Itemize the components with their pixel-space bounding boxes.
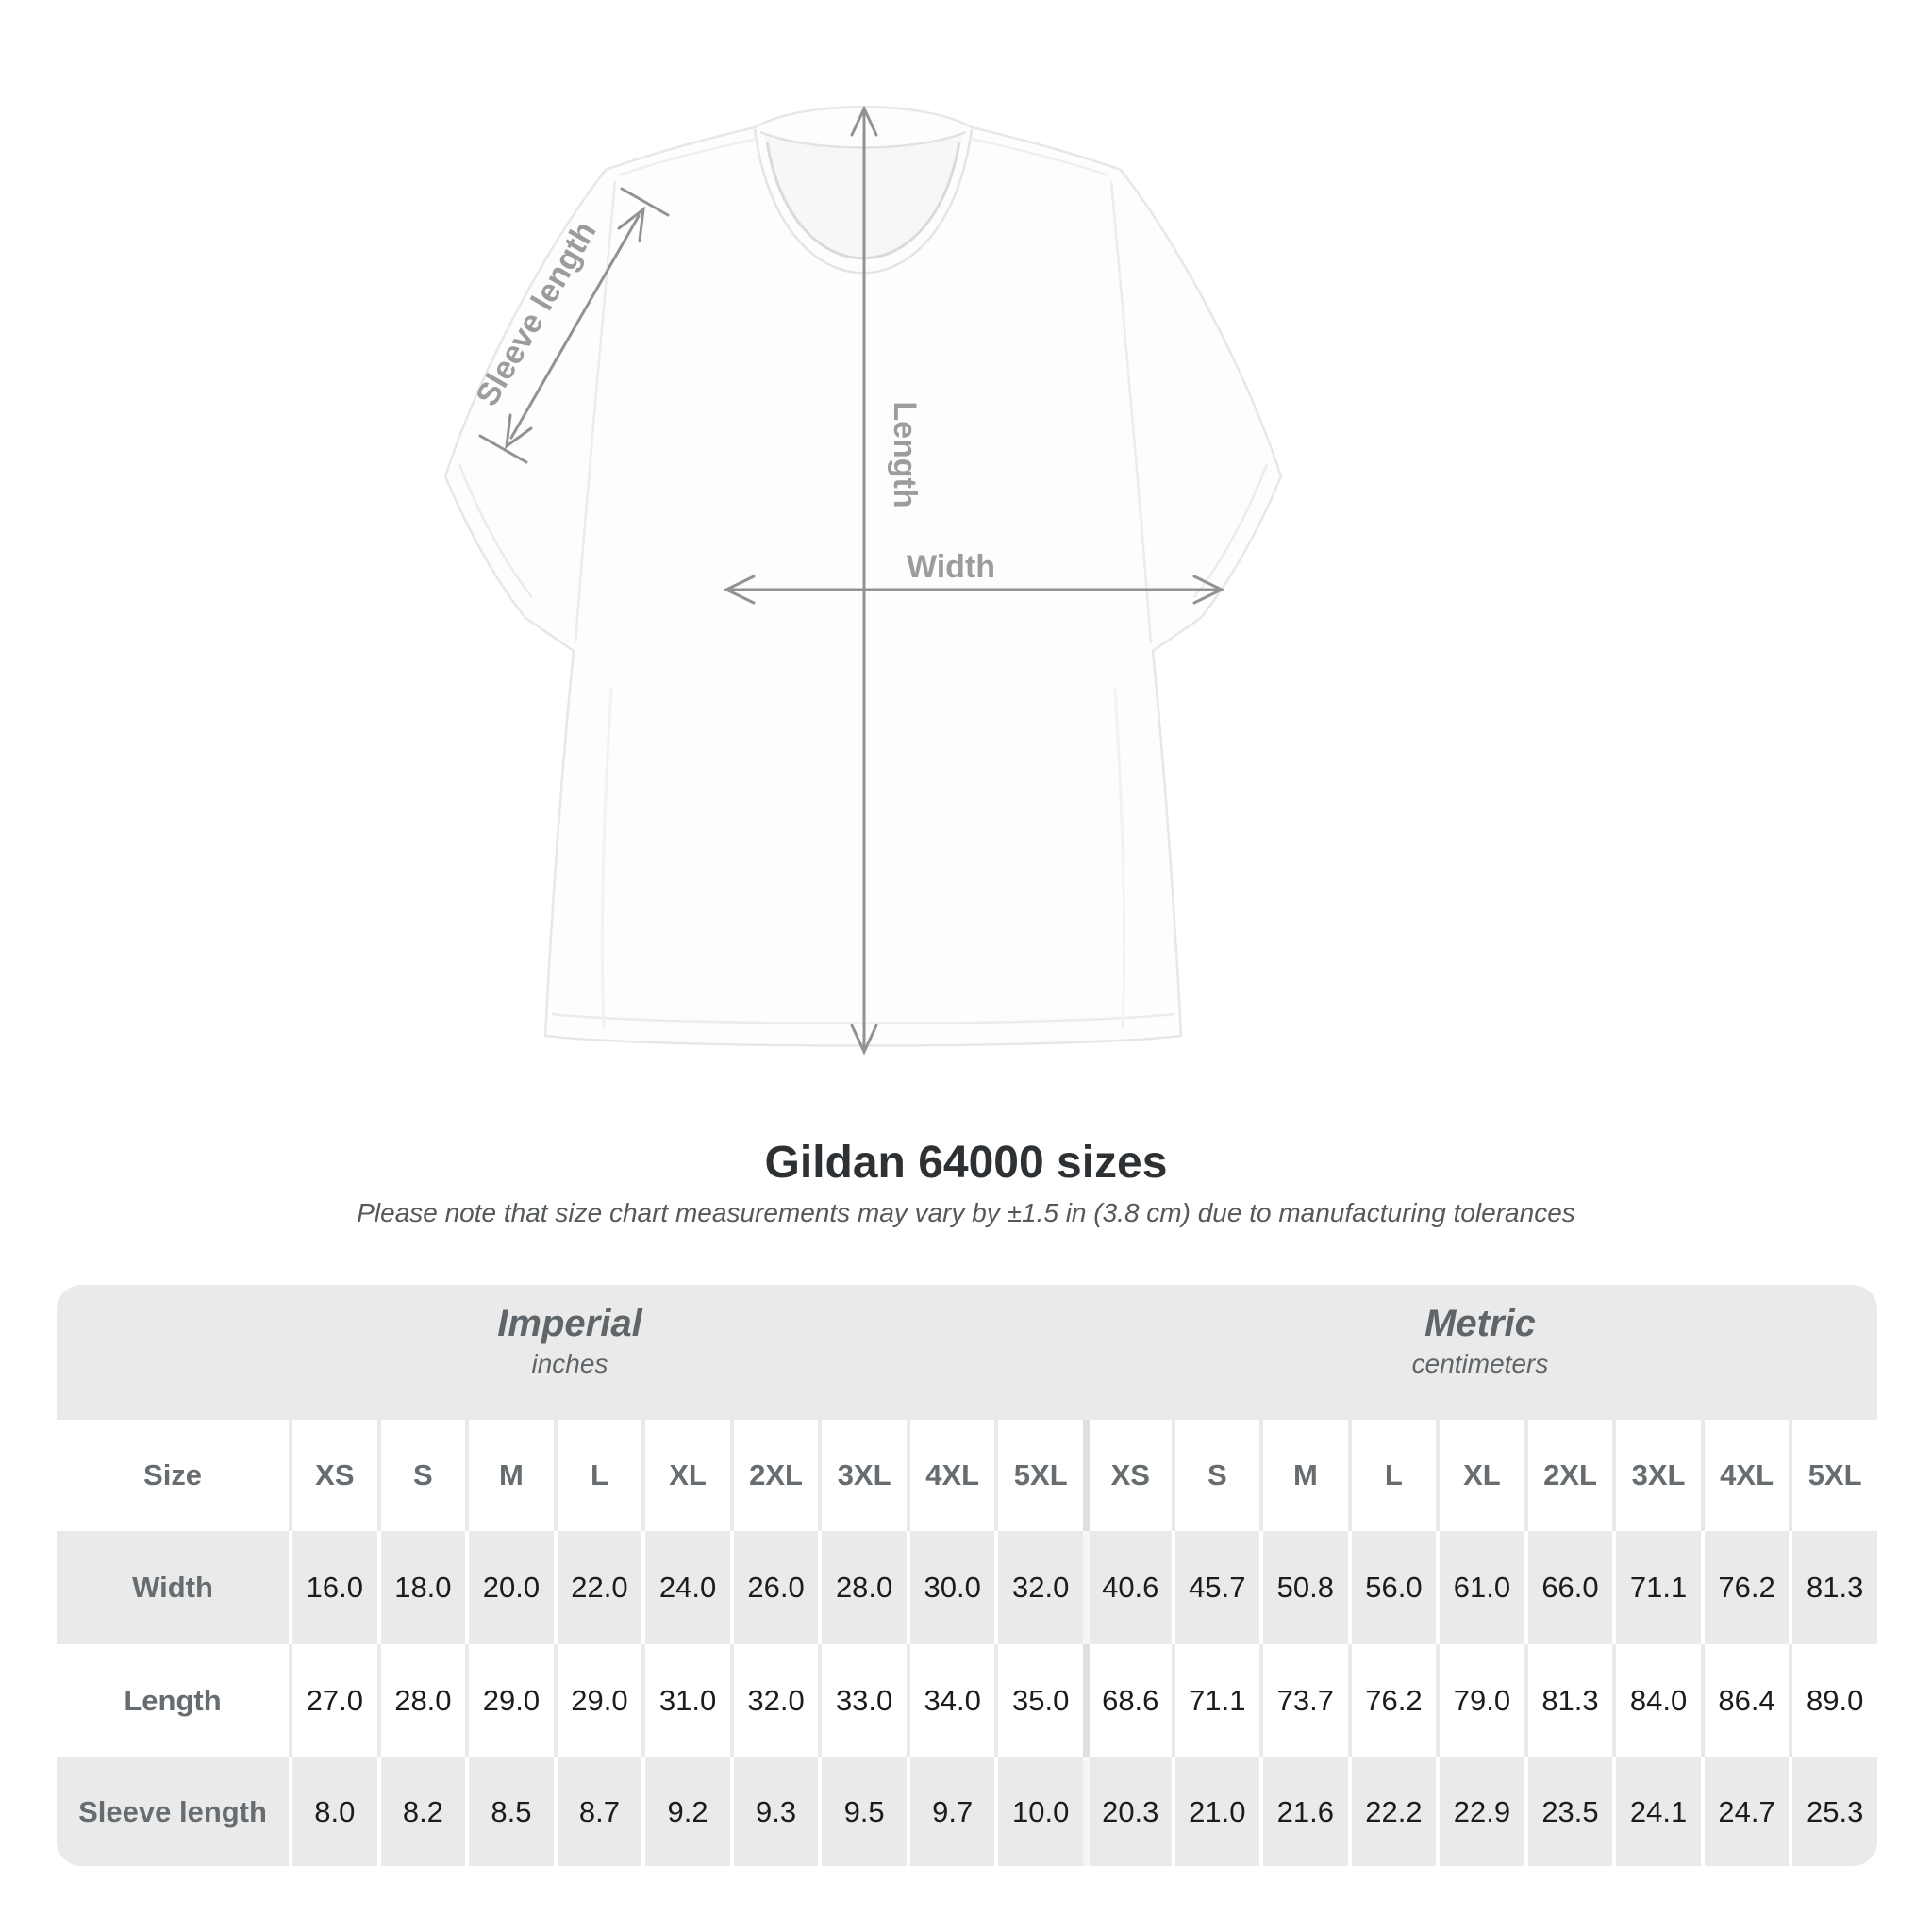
length-row — [57, 1644, 1877, 1757]
table-cell: 9.7 — [907, 1757, 995, 1866]
size-table-grid — [57, 1285, 1877, 1866]
table-cell: 20.0 — [465, 1531, 554, 1644]
table-cell: 50.8 — [1259, 1531, 1348, 1644]
title-block — [0, 1137, 1932, 1229]
table-cell: 84.0 — [1612, 1644, 1701, 1757]
width-label: Width — [906, 549, 996, 585]
column-header: 5XL — [994, 1420, 1083, 1531]
row-label: Sleeve length — [78, 1794, 267, 1828]
table-cell: 22.0 — [554, 1531, 642, 1644]
table-cell: 66.0 — [1524, 1531, 1613, 1644]
length-label: Length — [887, 401, 923, 508]
page-subtitle: Please note that size chart measurements may vary by ±1.5 in (3.8 cm) due to manufacturing tolerances — [357, 1198, 1575, 1227]
column-header: S — [377, 1420, 466, 1531]
metric-label: Metric — [1424, 1303, 1536, 1344]
table-cell: 56.0 — [1348, 1531, 1437, 1644]
table-cell: 21.0 — [1172, 1757, 1260, 1866]
table-cell: 26.0 — [730, 1531, 819, 1644]
table-cell: 76.2 — [1701, 1531, 1790, 1644]
row-label: Length — [124, 1684, 222, 1717]
table-cell: 8.5 — [465, 1757, 554, 1866]
imperial-sublabel: inches — [531, 1349, 608, 1378]
table-cell: 30.0 — [907, 1531, 995, 1644]
table-cell: 86.4 — [1701, 1644, 1790, 1757]
size-header-label: Size — [143, 1458, 203, 1491]
table-cell: 81.3 — [1524, 1644, 1613, 1757]
sleeve-length-row — [57, 1757, 1877, 1866]
table-cell: 33.0 — [818, 1644, 907, 1757]
table-cell: 28.0 — [377, 1644, 466, 1757]
column-header: 2XL — [1524, 1420, 1613, 1531]
column-header: 4XL — [1701, 1420, 1790, 1531]
column-header: 3XL — [818, 1420, 907, 1531]
row-label: Width — [132, 1571, 213, 1604]
table-cell: 89.0 — [1789, 1644, 1877, 1757]
imperial-label: Imperial — [497, 1303, 642, 1344]
table-cell: 79.0 — [1436, 1644, 1524, 1757]
table-cell: 8.0 — [289, 1757, 377, 1866]
table-cell: 16.0 — [289, 1531, 377, 1644]
table-cell: 9.5 — [818, 1757, 907, 1866]
table-cell: 76.2 — [1348, 1644, 1437, 1757]
column-header: XL — [641, 1420, 730, 1531]
table-cell: 71.1 — [1612, 1531, 1701, 1644]
page-title: Gildan 64000 sizes — [764, 1138, 1168, 1188]
table-cell: 27.0 — [289, 1644, 377, 1757]
table-cell: 61.0 — [1436, 1531, 1524, 1644]
column-header: XS — [1083, 1420, 1172, 1531]
table-cell: 73.7 — [1259, 1644, 1348, 1757]
table-cell: 31.0 — [641, 1644, 730, 1757]
table-cell: 23.5 — [1524, 1757, 1613, 1866]
metric-sublabel: centimeters — [1411, 1349, 1549, 1378]
table-cell: 21.6 — [1259, 1757, 1348, 1866]
column-header: 4XL — [907, 1420, 995, 1531]
table-cell: 8.7 — [554, 1757, 642, 1866]
column-header: M — [465, 1420, 554, 1531]
size-table — [57, 1285, 1877, 1866]
table-cell: 34.0 — [907, 1644, 995, 1757]
table-cell: 10.0 — [994, 1757, 1083, 1866]
table-cell: 24.7 — [1701, 1757, 1790, 1866]
table-cell: 18.0 — [377, 1531, 466, 1644]
column-header: XL — [1436, 1420, 1524, 1531]
width-row — [57, 1531, 1877, 1644]
table-cell: 81.3 — [1789, 1531, 1877, 1644]
table-cell: 32.0 — [730, 1644, 819, 1757]
unit-group-imperial — [57, 1285, 1083, 1420]
unit-group-metric — [1083, 1285, 1877, 1420]
column-header: 5XL — [1789, 1420, 1877, 1531]
table-cell: 22.2 — [1348, 1757, 1437, 1866]
table-cell: 40.6 — [1083, 1531, 1172, 1644]
table-cell: 35.0 — [994, 1644, 1083, 1757]
column-header: L — [554, 1420, 642, 1531]
column-header: M — [1259, 1420, 1348, 1531]
column-header: 3XL — [1612, 1420, 1701, 1531]
table-cell: 25.3 — [1789, 1757, 1877, 1866]
table-cell: 22.9 — [1436, 1757, 1524, 1866]
unit-band-row — [57, 1285, 1877, 1420]
column-header: XS — [289, 1420, 377, 1531]
table-cell: 68.6 — [1083, 1644, 1172, 1757]
table-cell: 32.0 — [994, 1531, 1083, 1644]
column-header: 2XL — [730, 1420, 819, 1531]
column-header: L — [1348, 1420, 1437, 1531]
table-cell: 24.1 — [1612, 1757, 1701, 1866]
table-cell: 9.3 — [730, 1757, 819, 1866]
table-cell: 8.2 — [377, 1757, 466, 1866]
table-cell: 20.3 — [1083, 1757, 1172, 1866]
table-cell: 29.0 — [554, 1644, 642, 1757]
table-cell: 9.2 — [641, 1757, 730, 1866]
table-cell: 29.0 — [465, 1644, 554, 1757]
sleeve-length-label: Sleeve length — [469, 215, 604, 412]
table-cell: 45.7 — [1172, 1531, 1260, 1644]
size-header-row — [57, 1420, 1877, 1531]
table-cell: 28.0 — [818, 1531, 907, 1644]
column-header: S — [1172, 1420, 1260, 1531]
table-cell: 24.0 — [641, 1531, 730, 1644]
table-cell: 71.1 — [1172, 1644, 1260, 1757]
